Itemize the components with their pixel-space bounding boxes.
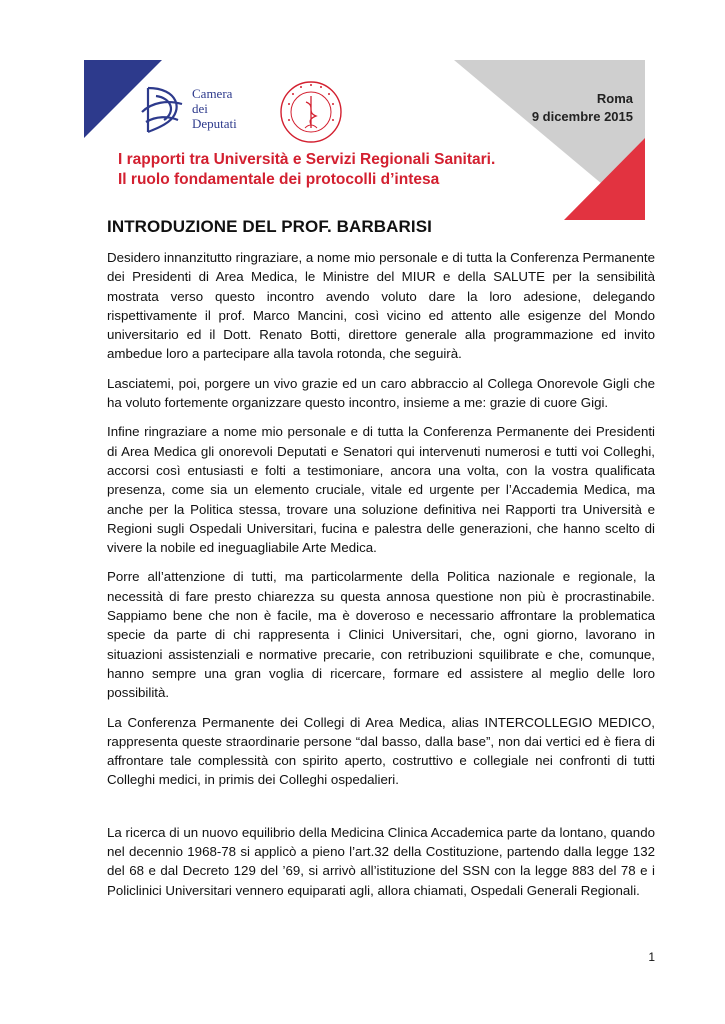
paragraph: Lasciatemi, poi, porgere un vivo grazie ed un caro abbraccio al Collega Onorevole Gigli che ha voluto fortemente organizzare questo incontro, insieme a me: grazie di cuore Gigi.: [107, 375, 655, 411]
camera-deputati-logo: [138, 82, 190, 138]
institution-line: Deputati: [192, 116, 237, 131]
document-body: [107, 248, 655, 910]
institution-line: Camera: [192, 86, 233, 101]
document-heading: INTRODUZIONE DEL PROF. BARBARISI: [107, 217, 432, 236]
date-block: [532, 90, 633, 126]
institution-line: dei: [192, 101, 208, 116]
event-title-line-2: Il ruolo fondamentale dei protocolli d’intesa: [118, 171, 440, 188]
paragraph: Porre all’attenzione di tutti, ma particolarmente della Politica nazionale e regionale, la necessità di fare presto chiarezza su questa annosa questione non più è procrastinabile. Sappiamo bene che non è facile, ma è doveroso e necessario affrontare la problematica specie da parte di chi rappresenta i Clinici Universitari, che, ogni giorno, lavorano in situazioni assistenziali e normative precarie, con retribuzioni squilibrate e che, comunque, hanno sempre una gran voglia di ricercare, formare ed assistere al meglio delle loro possibilità.: [107, 569, 655, 701]
paragraph: Infine ringraziare a nome mio personale e di tutta la Conferenza Permanente dei Presidenti di Area Medica gli onorevoli Deputati e Senatori qui intervenuti numerosi e tutti voi Colleghi, accorsi così entusiasti e folti a testimoniare, ancora una volta, con la vostra qualificata presenza, come sia un elemento cruciale, vitale ed urgente per l’Accademia Medica, ma anche per la Politica stessa, trovare una soluzione definitiva nei Rapporti tra Università e Regioni sugli Ospedali Universitari, fucina e palestra delle generazioni, che hanno scelto di vivere la nobile ed ineguagliabile Arte Medica.: [107, 424, 655, 556]
event-title-line-1: I rapporti tra Università e Servizi Regionali Sanitari.: [118, 151, 496, 168]
conference-seal-logo: [279, 80, 343, 144]
date-value: 9 dicembre 2015: [531, 109, 633, 124]
paragraph: Desidero innanzitutto ringraziare, a nome mio personale e di tutta la Conferenza Permanente dei Presidenti di Area Medica, le Ministre del MIUR e della SALUTE per la sensibilità mostrata verso questo incontro avendo voluto dare la loro adesione, delegando rispettivamente il prof. Marco Mancini, così vicino ed attento alle esigenze del Mondo universitario ed il Dott. Renato Botti, direttore generale alla programmazione ed invito ambedue loro a partecipare alla tavola rotonda, che seguirà.: [107, 250, 655, 362]
page-number: 1: [648, 950, 655, 964]
institution-name: [192, 86, 237, 131]
paragraph: La Conferenza Permanente dei Collegi di Area Medica, alias INTERCOLLEGIO MEDICO, rappresenta queste straordinarie persone “dal basso, dalla base”, non dai vertici ed è fiera di affrontare tale complessità con spirito aperto, costruttivo e collegiale nei confronti di tutti Colleghi medici, in primis dei Colleghi ospedalieri.: [107, 714, 655, 788]
event-title: [118, 150, 495, 190]
paragraph: La ricerca di un nuovo equilibrio della Medicina Clinica Accademica parte da lontano, quando nel decennio 1968-78 si applicò a pieno l’art.32 della Costituzione, partendo dalla legge 132 del 68 e dal Decreto 129 del ’69, si arrivò all’istituzione del SSN con la legge 883 del 78 e i Policlinici Universitari vennero equiparati agli, allora chiamati, Ospedali Generali Regionali.: [107, 824, 655, 898]
corner-decoration-right: [454, 60, 645, 220]
date-city: Roma: [596, 91, 633, 106]
